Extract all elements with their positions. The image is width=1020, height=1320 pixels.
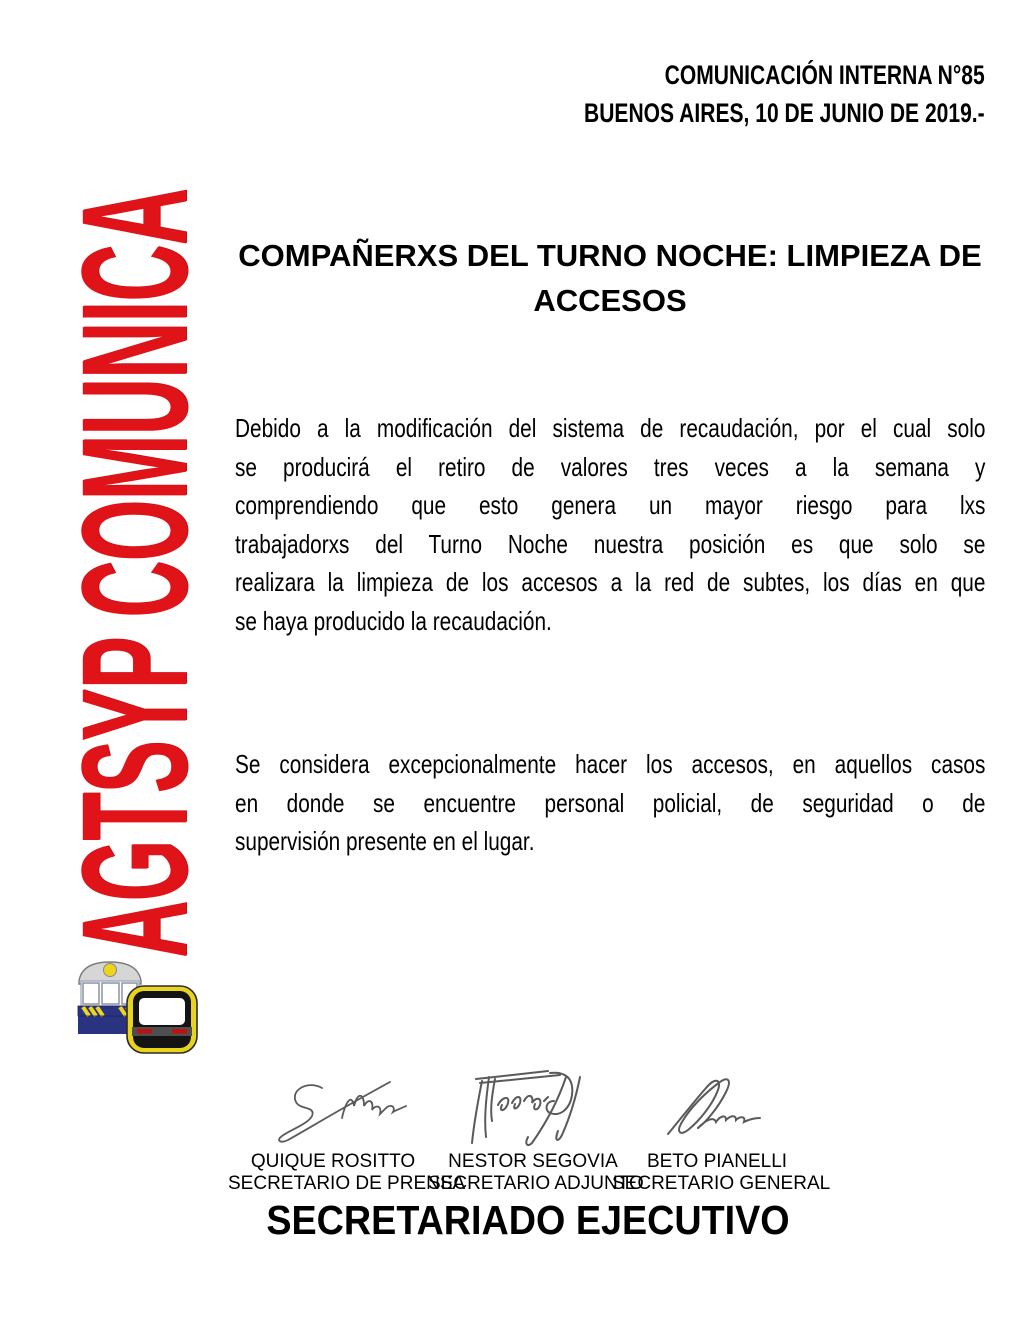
communication-number: COMUNICACIÓN INTERNA N°85 (664, 60, 985, 90)
footer-title: SECRETARIADO EJECUTIVO (266, 1197, 790, 1243)
page-title-line1: COMPAÑERXS DEL TURNO NOCHE: LIMPIEZA DE (238, 238, 982, 273)
signatory-column (428, 1151, 644, 1194)
paragraph-line: Se considera excepcionalmente hacer los accesos, en aquellos casos (235, 749, 986, 779)
paragraph-line: supervisión presente en el lugar. (235, 826, 535, 856)
header (584, 56, 985, 132)
page-title-line2: ACCESOS (533, 283, 687, 318)
signatory-name: NESTOR SEGOVIA (448, 1151, 618, 1172)
signatory-column (612, 1151, 831, 1194)
paragraph-line: se haya producido la recaudación. (235, 605, 552, 636)
paragraph-line: trabajadorxs del Turno Noche nuestra posición es que solo se (235, 528, 986, 559)
signatories-row (0, 1151, 1020, 1195)
body-paragraph-1 (235, 409, 985, 640)
date-line: BUENOS AIRES, 10 DE JUNIO DE 2019.- (584, 98, 985, 128)
signature-beto-pianelli (662, 1070, 767, 1140)
signatory-name: BETO PIANELLI (646, 1151, 788, 1172)
paragraph-line: se producirá el retiro de valores tres veces a la semana y (235, 451, 986, 482)
signatory-role: SECRETARIO GENERAL (612, 1172, 831, 1194)
signatory-role: SECRETARIO ADJUNTO (428, 1172, 644, 1194)
signatory-name: QUIQUE ROSITTO (250, 1151, 416, 1172)
signature-nestor-segovia (462, 1056, 592, 1148)
signatory-role: SECRETARIO DE PRENSA (228, 1172, 466, 1194)
body-paragraph-2 (235, 745, 985, 861)
vertical-banner (50, 165, 218, 958)
signatory-column (228, 1151, 466, 1194)
modern-train-icon (127, 986, 197, 1053)
paragraph-line: en donde se encuentre personal policial, de seguridad o de (235, 787, 986, 818)
paragraph-line: comprendiendo que esto genera un mayor riesgo para lxs (235, 490, 986, 520)
paragraph-line: Debido a la modificación del sistema de recaudación, por el cual solo (235, 413, 986, 443)
banner-text: AGTSYP COMUNICA (50, 189, 218, 958)
subte-trains-logo-icon (75, 958, 200, 1058)
signature-quique-rositto (272, 1066, 412, 1146)
page-title (235, 233, 985, 323)
paragraph-line: realizara la limpieza de los accesos a la red de subtes, los días en que (235, 567, 986, 597)
